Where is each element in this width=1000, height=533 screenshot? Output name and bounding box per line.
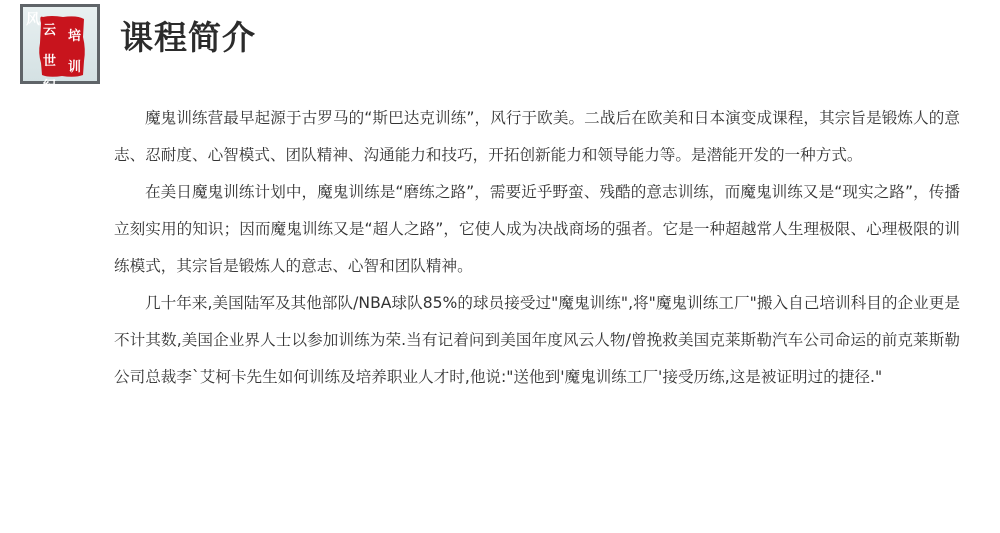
logo <box>20 4 100 94</box>
seal-logo-icon <box>37 13 87 94</box>
logo-char: 云 <box>42 23 56 38</box>
logo-characters <box>37 13 87 94</box>
logo-char: 培 <box>67 29 81 44</box>
page-title: 课程简介 <box>120 18 256 57</box>
paragraph-origin: 魔鬼训练营最早起源于古罗马的“斯巴达克训练”，风行于欧美。二战后在欧美和日本演变成课程，其宗旨是锻炼人的意志、忍耐度、心智模式、团队精神、沟通能力和技巧，开拓创新能力和领导能力等。是潜能开发的一种方式。 <box>114 109 960 164</box>
logo-char: 风 <box>26 12 40 28</box>
logo-char: 纪 <box>42 79 56 94</box>
paragraph-training-plan: 在美日魔鬼训练计划中，魔鬼训练是“磨练之路”，需要近乎野蛮、残酷的意志训练，而魔鬼训练又是“现实之路”，传播立刻实用的知识；因而魔鬼训练又是“超人之路”，它使人成为决战商场的强者。它是一种超越常人生理极限、心理极限的训练模式，其宗旨是锻炼人的意志、心智和团队精神。 <box>114 183 960 275</box>
paragraph-history: 几十年来,美国陆军及其他部队/NBA球队85%的球员接受过"魔鬼训练",将"魔鬼训练工厂"搬入自己培训科目的企业更是不计其数,美国企业界人士以参加训练为荣.当有记着问到美国年度风云人物/曾挽救美国克莱斯勒汽车公司命运的前克莱斯勒公司总裁李`艾柯卡先生如何训练及培养职业人才时,他说:"送他到'魔鬼训练工厂'接受历练,这是被证明过的捷径." <box>114 294 960 386</box>
course-intro-content <box>114 100 960 396</box>
logo-char: 训 <box>67 60 81 75</box>
logo-char: 世 <box>42 54 56 69</box>
